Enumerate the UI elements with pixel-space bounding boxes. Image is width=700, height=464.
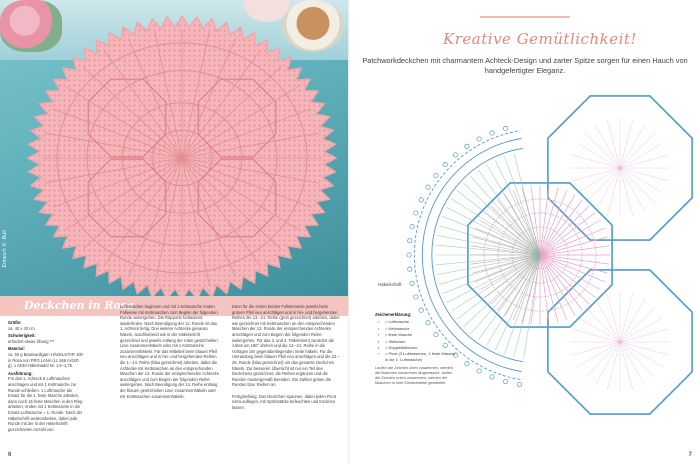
paragraph-label: Schwierigkeit: — [8, 333, 36, 339]
chart-stitch-line — [585, 342, 620, 377]
chart-stitch-line — [595, 168, 620, 211]
chart-picot — [477, 137, 481, 141]
chart-fill-stitch — [504, 255, 540, 354]
instructions-column-2 — [120, 304, 220, 401]
chart-label: Häkelschrift — [378, 282, 402, 287]
chart-picot — [414, 211, 418, 215]
chart-stitch-line — [620, 133, 655, 168]
instructions-column-1 — [8, 320, 84, 434]
photo-credit: Entwurf: K. Bull — [2, 230, 8, 268]
chart-stitch-line — [572, 329, 620, 342]
chart-stitch-line — [620, 168, 668, 181]
instructions-text-3: Dann für die ersten beiden Füllelemente jeweils beim grünen Pfeil neu anschlägen und in hin- und hergehenden Reihen die 13.–21. Reihe (grün gezeichnet) arbeiten, dabei wie gezeichnet mit Kettmaschen an den entsprechenden Maschen der 12. Runde der entsprechenden Achtecke anschlägen und zum Beginn der folgenden Reihe weitergehen. Für das 3. und 4. Füllelement zunächst die Arbeit um 180° drehen und die 13.–21. Reihe in die Vorlagen der gegenüberliegenden Seite häkeln. Für die Umrandung beim blauen Pfeil neu anschlägen und die 22.–25. Runde (blau gezeichnet) um das gesamte Deckchen häkeln. Zur besseren Übersicht ist nur ein Teil des Deckchens gezeichnet, die Reihen ergänzen und die Runden mustergemäß beenden. Die Zahlen geben die Runden bzw. Reihen an. Fertigstellung: Das Deckchen spannen, dabei jeden Picot extra auflegen, mit Sprühstärke befeuchten und trocknen lassen. — [232, 304, 340, 410]
chart-picot — [410, 281, 414, 285]
legend-item — [375, 332, 457, 337]
paragraph-text: erfordert etwas Übung *** — [8, 338, 55, 344]
paragraph-text: ca. 60 g Baumwollgarn HÄKELSTAR 100 in Rosa von PRO LANA (LL 566 m/100 g), 1 ADDI Häkelnadel Nr. 1,5–1,75. — [8, 351, 83, 369]
chart-stitch-line — [540, 255, 575, 316]
legend-item — [375, 345, 457, 350]
legend-text: = Picot (3 Luftmaschen, 1 feste Masche in die 1. Luftmasche) — [385, 351, 456, 362]
instructions-text-2: Luftmaschen beginnen und mit 1 Kettmasche enden. Fallweise mit Kettmaschen zum Beginn der folgenden Runde weitergehen. Die Rapporte fortlaufend wiederholen. Nach Beendigung der 12. Runde ist das 1. Achteck fertig. Drei weitere Achtecke genauso häkeln, anschließend wie in der Häkelschrift gezeichnet und jeweils entlang der roten gestrichelten Linie zusammenhäkeln oder mit 1 Kettmasche zusammenhäkeln. Für das Mittelteil beim blauen Pfeil neu anschlägen und in hin- und hergehenden Reihen die 1.–14. Reihe (blau gezeichnet) arbeiten, dabei die Achtecke mit Kettmaschen an den entsprechenden Maschen der 12. Runde der entsprechenden Achtecke anschlägen und zum Beginn der folgenden Reihe weitergehen. Nach Beendigung der 14. Reihe entlang der blauen gestrichelten Linie zusammenhäkeln oder mit Kettmaschen zusammenhäkeln. — [120, 304, 219, 399]
chart-stitch-line — [479, 255, 540, 290]
instructions-paragraph — [8, 320, 84, 331]
chart-stitch-line — [620, 342, 633, 390]
legend-text: = feste Masche — [385, 332, 413, 338]
chart-stitch-line — [620, 299, 645, 342]
chart-stitch-line — [540, 194, 575, 255]
chart-picot — [465, 144, 469, 148]
chart-stitch-line — [595, 125, 620, 168]
chart-stitch-line — [620, 120, 633, 168]
doily-photo — [0, 0, 350, 296]
symbol-legend — [375, 312, 457, 385]
legend-text: = Luftmasche — [385, 319, 410, 325]
chart-picot — [443, 162, 447, 166]
chart-stitch-line — [595, 342, 620, 385]
legend-item — [375, 326, 457, 331]
chart-fill-stitch — [436, 245, 541, 255]
instructions-paragraph — [8, 371, 84, 433]
chart-fill-stitch — [436, 255, 541, 265]
paragraph-label: Ausführung: — [8, 370, 33, 376]
chart-stitch-line — [620, 155, 668, 168]
page-headline: Kreative Gemütlichkeit! — [443, 30, 637, 48]
chart-fill-stitch — [504, 156, 540, 255]
chart-stitch-line — [572, 168, 620, 181]
right-page — [350, 0, 700, 464]
chart-picot — [414, 295, 418, 299]
chart-picot — [477, 369, 481, 373]
chart-stitch-line — [607, 120, 620, 168]
stitch-symbol-icon: ᴖ — [377, 351, 380, 357]
chart-stitch-line — [595, 299, 620, 342]
chart-stitch-line — [540, 220, 601, 255]
crochet-chart — [350, 88, 700, 440]
chart-stitch-line — [540, 206, 590, 256]
chart-stitch-line — [540, 255, 558, 323]
legend-note: Laufen die Zeichen oben zusammen, werden die Maschen zusammen abgemascht, laufen die Zeichen unten zusammen, werden die Maschen in eine Einstichstelle gearbeitet. — [375, 365, 453, 386]
instructions-column-3 — [232, 304, 342, 412]
chart-stitch-line — [540, 255, 601, 290]
legend-text: = Stäbchen — [385, 338, 406, 344]
chart-picot — [503, 126, 507, 130]
legend-item — [375, 319, 457, 324]
headline-decoration — [480, 16, 570, 18]
chart-stitch-line — [620, 342, 655, 377]
chart-picot — [453, 153, 457, 157]
paragraph-text: Für das 1. Achteck 8 Luftmaschen anschlagen und mit 1 Kettmasche zur Runde schließen. 1 Luftmasche als Ersatz für die 1. feste Masche arbeiten, dann noch 15 feste Maschen in den Ring arbeiten, enden mit 1 Kettmasche in die Ersatz-Luftmasche = 1. Runde. Nach der Häkelschrift weiterarbeiten, dabei jede Runde mit der in der Häkelschrift gezeichneten Anzahl von — [8, 376, 83, 432]
paragraph-text: ca. 40 x 40 cm — [8, 325, 35, 331]
chart-stitch-line — [577, 317, 620, 342]
chart-stitch-line — [607, 168, 620, 216]
chart-stitch-line — [620, 168, 645, 211]
page-number-right: 7 — [688, 452, 692, 458]
legend-text: = Kettmasche — [385, 325, 410, 331]
chart-stitch-line — [572, 155, 620, 168]
chart-stitch-line — [577, 143, 620, 168]
chart-stitch-line — [540, 237, 608, 255]
chart-stitch-line — [577, 168, 620, 193]
chart-picot — [465, 362, 469, 366]
chart-stitch-line — [577, 342, 620, 367]
chart-picot — [407, 253, 411, 257]
stitch-symbol-icon: + — [377, 332, 380, 338]
chart-picot — [490, 375, 494, 379]
stitch-symbol-icon: • — [377, 325, 380, 331]
paragraph-label: Material: — [8, 346, 25, 352]
chart-stitch-line — [620, 342, 645, 385]
chart-stitch-line — [585, 168, 620, 203]
chart-stitch-line — [607, 294, 620, 342]
chart-stitch-line — [620, 342, 668, 355]
chart-picot — [408, 239, 412, 243]
legend-item — [375, 339, 457, 344]
chart-stitch-line — [620, 307, 655, 342]
chart-picot — [434, 173, 438, 177]
instructions-paragraph — [8, 346, 84, 368]
stitch-symbol-icon: ‡ — [377, 345, 380, 351]
chart-stitch-line — [620, 168, 655, 203]
chart-stitch-line — [620, 168, 633, 216]
chart-stitch-line — [620, 342, 663, 367]
chart-stitch-line — [572, 342, 620, 355]
page-subline: Patchworkdeckchen mit charmantem Achteck-Design und zarter Spitze sorgen für einen Hauch von handgefertigter Eleganz. — [362, 56, 688, 75]
instructions-paragraph — [8, 333, 84, 344]
chart-stitch-line — [540, 255, 590, 305]
stitch-symbol-icon: † — [377, 338, 380, 344]
chart-stitch-line — [607, 342, 620, 390]
chart-stitch-line — [479, 220, 540, 255]
chart-picot — [408, 267, 412, 271]
page-number-left: 6 — [8, 452, 12, 458]
chart-picot — [517, 382, 521, 386]
legend-text: = Doppelstäbchen — [385, 345, 418, 351]
chart-picot — [419, 198, 423, 202]
legend-item — [375, 351, 457, 362]
doily-illustration — [0, 0, 350, 296]
chart-stitch-line — [620, 168, 663, 193]
chart-stitch-line — [620, 294, 633, 342]
legend-title: Zeichenerklärung: — [375, 312, 412, 317]
chart-stitch-line — [620, 317, 663, 342]
paragraph-label: Größe: — [8, 320, 22, 325]
chart-stitch-line — [585, 307, 620, 342]
stitch-symbol-icon: ○ — [377, 319, 380, 325]
chart-picot — [426, 185, 430, 189]
chart-picot — [490, 131, 494, 135]
chart-stitch-line — [620, 329, 668, 342]
project-title: Deckchen in Rosa — [24, 299, 135, 312]
chart-picot — [410, 225, 414, 229]
chart-stitch-line — [620, 143, 663, 168]
chart-stitch-line — [585, 133, 620, 168]
chart-stitch-line — [620, 125, 645, 168]
chart-picot — [503, 379, 507, 383]
